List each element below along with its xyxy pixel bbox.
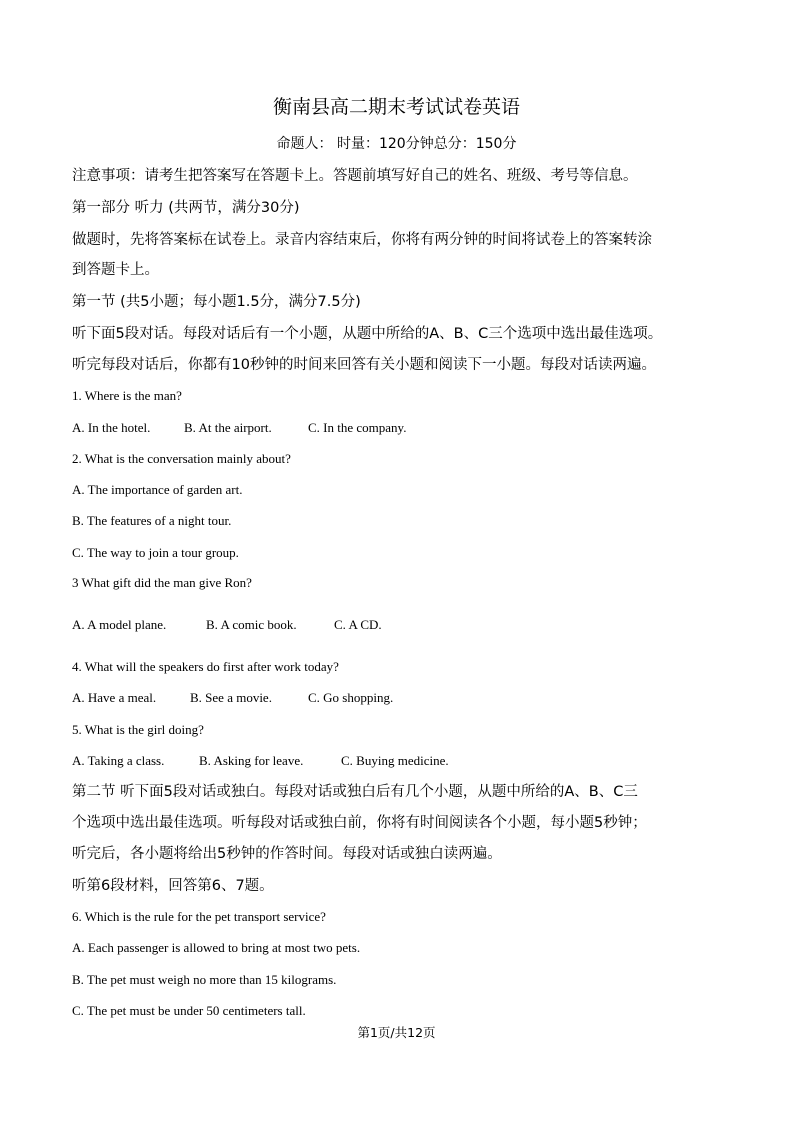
page-number: 第1页/共12页 [357, 1025, 436, 1040]
question-5-stem: 5. What is the girl doing? [72, 722, 204, 737]
section2-instruction-line3: 听完后，各小题将给出5秒钟的作答时间。每段对话或独白读两遍。 [72, 846, 502, 862]
section2-instruction-line1: 第二节 听下面5段对话或独白。每段对话或独白后有几个小题，从题中所给的A、B、C三 [72, 784, 638, 800]
question-1-stem: 1. Where is the man? [72, 388, 182, 403]
question-4-stem: 4. What will the speakers do first after work today? [72, 659, 339, 674]
section1-heading: 第一节 (共5小题；每小题1.5分，满分7.5分) [72, 294, 361, 310]
question-1-option-b: B. At the airport. [184, 420, 272, 435]
question-5-option-b: B. Asking for leave. [199, 753, 304, 768]
question-6-option-c: C. The pet must be under 50 centimeters tall. [72, 1003, 306, 1018]
part1-heading: 第一部分 听力 (共两节，满分30分) [72, 200, 300, 216]
part1-instruction-line1: 做题时，先将答案标在试卷上。录音内容结束后，你将有两分钟的时间将试卷上的答案转涂 [72, 232, 652, 248]
question-2-option-a: A. The importance of garden art. [72, 482, 243, 497]
part1-instruction-line2: 到答题卡上。 [72, 262, 159, 278]
section1-instruction-line2: 听完每段对话后，你都有10秒钟的时间来回答有关小题和阅读下一小题。每段对话读两遍。 [72, 357, 656, 373]
question-6-stem: 6. Which is the rule for the pet transport service? [72, 909, 326, 924]
section1-instruction-line1: 听下面5段对话。每段对话后有一个小题，从题中所给的A、B、C三个选项中选出最佳选项。 [72, 326, 663, 342]
question-3-options [72, 618, 382, 631]
question-4-option-a: A. Have a meal. [72, 690, 157, 705]
question-6-option-a: A. Each passenger is allowed to bring at most two pets. [72, 940, 361, 955]
question-5-options [72, 754, 449, 767]
question-4-option-b: B. See a movie. [190, 690, 272, 705]
question-2-option-b: B. The features of a night tour. [72, 513, 232, 528]
notice-text: 注意事项：请考生把答案写在答题卡上。答题前填写好自己的姓名、班级、考号等信息。 [72, 168, 638, 184]
exam-info: 命题人： 时量：120分钟总分：150分 [276, 136, 517, 152]
question-4-option-c: C. Go shopping. [308, 690, 394, 705]
question-3-option-b: B. A comic book. [206, 617, 297, 632]
question-2-stem: 2. What is the conversation mainly about? [72, 451, 291, 466]
question-5-option-c: C. Buying medicine. [341, 753, 449, 768]
question-3-option-a: A. A model plane. [72, 617, 167, 632]
question-3-option-c: C. A CD. [334, 617, 382, 632]
question-3-stem: 3 What gift did the man give Ron? [72, 575, 252, 590]
question-2-option-c: C. The way to join a tour group. [72, 545, 239, 560]
question-1-option-c: C. In the company. [308, 420, 407, 435]
material-6-heading: 听第6段材料，回答第6、7题。 [72, 878, 274, 894]
question-1-options [72, 421, 406, 434]
page-title: 衡南县高二期末考试试卷英语 [272, 96, 520, 118]
question-1-option-a: A. In the hotel. [72, 420, 151, 435]
question-5-option-a: A. Taking a class. [72, 753, 165, 768]
section2-instruction-line2: 个选项中选出最佳选项。听每段对话或独白前，你将有时间阅读各个小题，每小题5秒钟； [72, 815, 647, 831]
question-6-option-b: B. The pet must weigh no more than 15 kilograms. [72, 972, 337, 987]
question-4-options [72, 691, 393, 704]
